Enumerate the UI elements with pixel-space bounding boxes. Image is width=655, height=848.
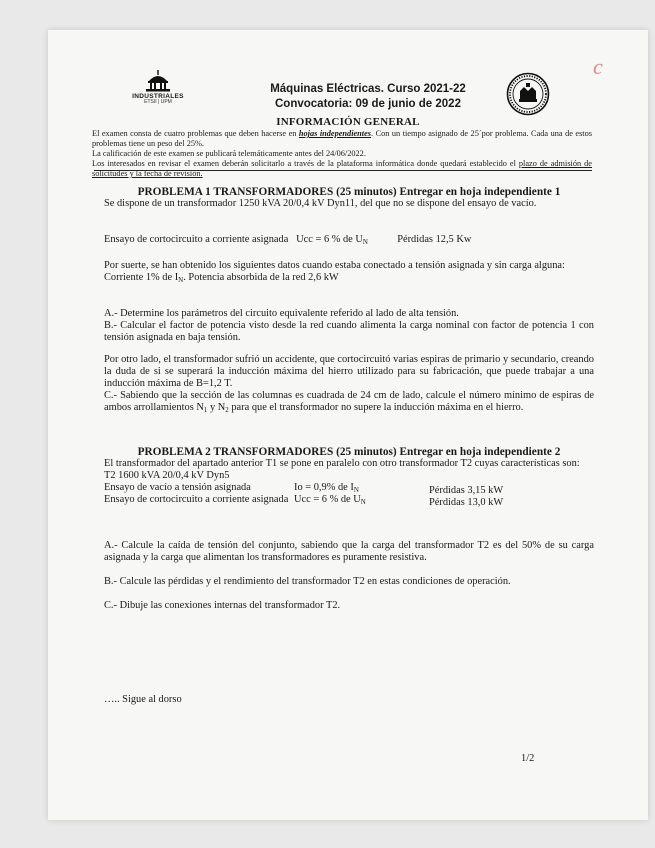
problem-1 xyxy=(104,186,594,210)
problem-2-question-c: C.- Dibuje las conexiones internas del transformador T2. xyxy=(104,600,341,611)
info-heading: INFORMACIÓN GENERAL xyxy=(276,116,420,128)
logo-subtitle: ETSII | UPM xyxy=(144,99,172,106)
divider xyxy=(94,170,592,171)
exam-page xyxy=(48,30,648,820)
problem-1-questions-ab xyxy=(104,308,594,344)
info-line: El examen consta de cuatro problemas que deben hacerse en hojas independientes. Con un tiempo asignado de 25´por problema. Cada una de estos problemas tiene un peso del 25%. xyxy=(92,129,592,148)
problem-2-heading: PROBLEMA 2 TRANSFORMADORES (25 minutos) Entregar en hoja independiente 2 xyxy=(137,446,561,458)
no-load-row: Ensayo de vacío a tensión asignada Io = 0,9% de $I_N$ Pérdidas 3,15 kW xyxy=(104,482,504,496)
problem-1-accident: Por otro lado, el transformador sufrió un accidente, que cortocircuitó varias espiras de primario y secundario, creando la duda de si se superará la inducción máxima del hierro utilizado para su fabricación, que puede trabajar a una inducción máxima de B=1,2 T. C.- Sabiendo que la sección de las columnas es cuadrada de 24 cm de lado, calcule el número mínimo de espiras de ambos arrollamientos $N_1$ y $N_2$ para que el transformador no supere la inducción máxima en el hierro. xyxy=(104,354,594,414)
question-b: B.- Calcular el factor de potencia visto desde la red cuando alimenta la carga nominal con factor de potencia 1 con tensión asignada en baja tensión. xyxy=(104,320,594,343)
question-c: C.- Sabiendo que la sección de las columnas es cuadrada de 24 cm de lado, calcule el número mínimo de espiras de ambos arrollamientos $N_1$ y $N_2$ para que el transformador no supere la inducción máxima en el hierro. xyxy=(104,390,594,414)
page-number: 1/2 xyxy=(521,753,535,764)
problem-1-intro: Se dispone de un transformador 1250 kVA 20/0,4 kV Dyn11, del que no se dispone del ensayo de vacío. xyxy=(104,198,537,209)
problem-2 xyxy=(104,446,594,506)
course-line: Máquinas Eléctricas. Curso 2021-22 xyxy=(270,83,466,95)
problem-1-heading: PROBLEMA 1 TRANSFORMADORES (25 minutos) Entregar en hoja independiente 1 xyxy=(137,186,561,198)
school-logo xyxy=(130,70,186,105)
question-a: A.- Determine los parámetros del circuito equivalente referido al lado de alta tensión. xyxy=(104,308,459,319)
info-line: Los interesados en revisar el examen deberán solicitarlo a través de la plataforma informática donde quedará establecido el plazo de admisión de solicitudes y la fecha de revisión. xyxy=(92,159,592,178)
exam-title xyxy=(248,82,488,112)
continue-note: ….. Sigue al dorso xyxy=(104,694,182,705)
problem-2-question-b: B.- Calcule las pérdidas y el rendimiento del transformador T2 en estas condiciones de operación. xyxy=(104,576,511,587)
problem-2-intro: El transformador del apartado anterior T1 se pone en paralelo con otro transformador T2 cuyas características son: xyxy=(104,458,580,469)
problem-1-luck: Por suerte, se han obtenido los siguientes datos cuando estaba conectado a tensión asignada y sin carga alguna: Corriente 1% de $I_N$. Potencia absorbida de la red 2,6 kW xyxy=(104,260,565,284)
info-text xyxy=(92,129,592,179)
building-icon xyxy=(143,70,173,92)
red-handwritten-mark: c xyxy=(593,54,603,79)
date-line: Convocatoria: 09 de junio de 2022 xyxy=(275,98,461,110)
university-seal-icon xyxy=(506,72,550,116)
short-circuit-row: Ensayo de cortocircuito a corriente asignada Ucc = 6 % de $U_N$ Pérdidas 13,0 kW xyxy=(104,494,504,508)
problem-1-short-circuit: Ensayo de cortocircuito a corriente asignada Ucc = 6 % de $U_N$ Pérdidas 12,5 Kw xyxy=(104,234,472,246)
info-line: La calificación de este examen se publicará telemáticamente antes del 24/06/2022. xyxy=(92,149,366,158)
logo-name: INDUSTRIALES xyxy=(132,93,184,100)
problem-2-question-a: A.- Calcule la caída de tensión del conjunto, sabiendo que la carga del transformador T2 es del 50% de su carga asignada y la carga que alimentan los transformadores es puramente resistiva. xyxy=(104,540,594,563)
problem-2-spec: T2 1600 kVA 20/0,4 kV Dyn5 xyxy=(104,470,230,481)
